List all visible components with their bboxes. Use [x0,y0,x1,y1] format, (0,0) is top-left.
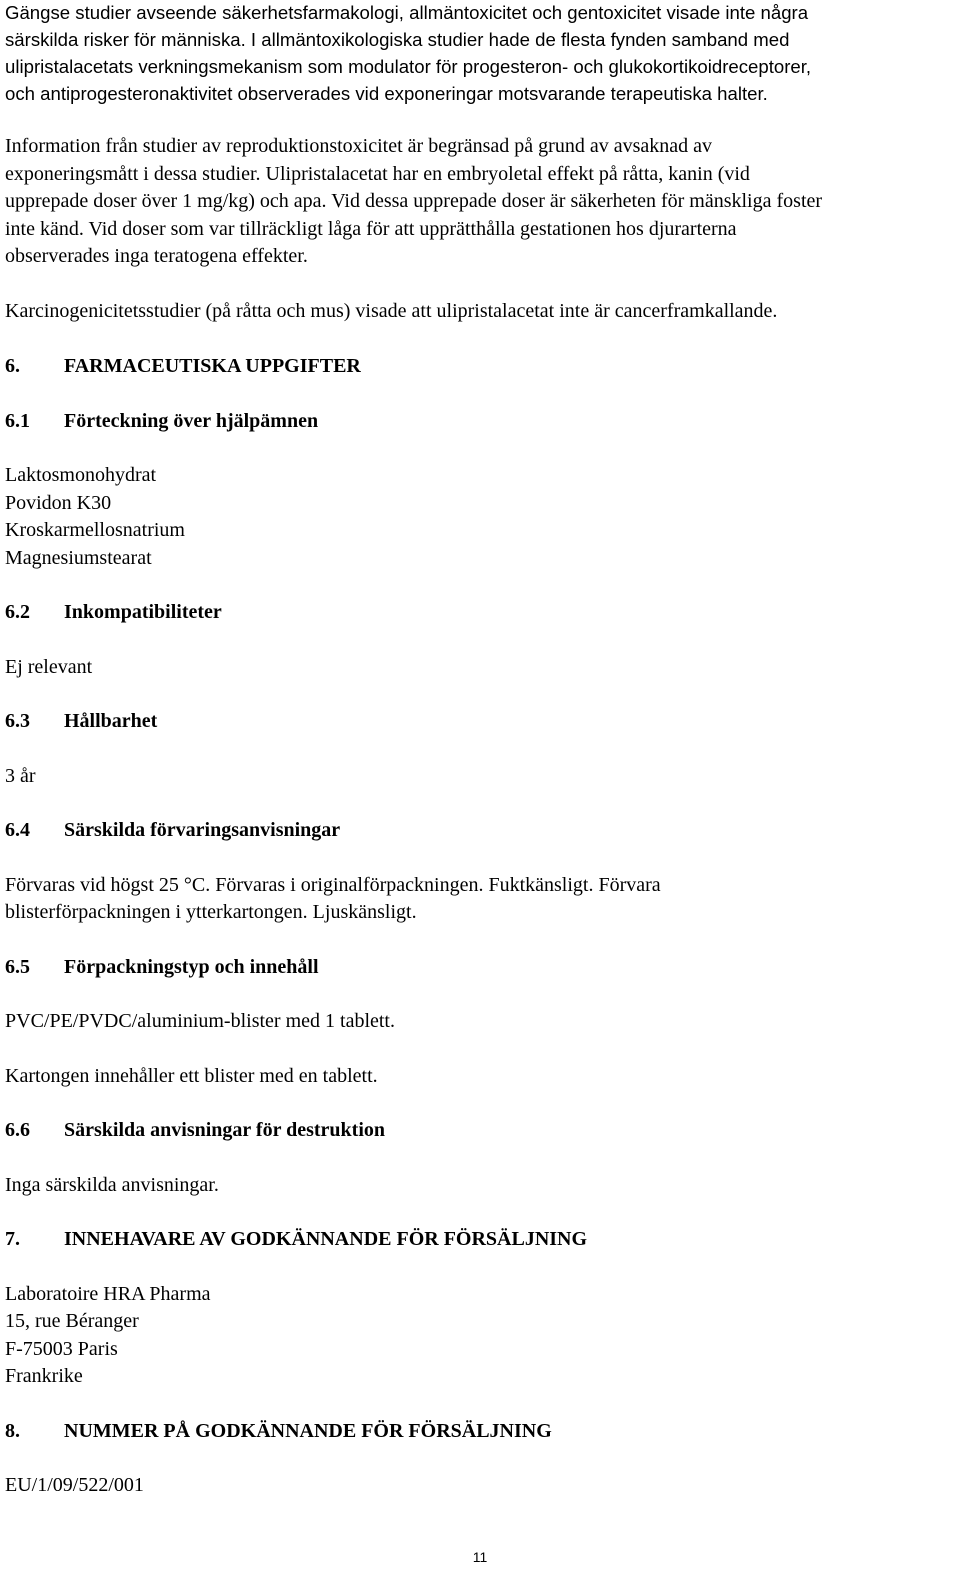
section-6-1-heading [5,408,957,436]
intro-line: Gängse studier avseende säkerhetsfarmakologi, allmäntoxicitet och gentoxicitet visade inte några [5,2,809,23]
section-number: 6.5 [5,955,30,978]
excipient-item: Kroskarmellosnatrium [5,519,185,541]
section-title: NUMMER PÅ GODKÄNNANDE FÖR FÖRSÄLJNING [64,1419,552,1442]
section-6-2-text: Ej relevant [5,655,93,678]
repro-line: inte känd. Vid doser som var tillräckligt låga för att upprätthålla gestationen hos djurarterna [5,217,737,240]
section-title: Förteckning över hjälpämnen [64,409,319,432]
section-title: Förpackningstyp och innehåll [64,955,319,978]
authorisation-number: EU/1/09/522/001 [5,1474,144,1496]
repro-line: Information från studier av reproduktionstoxicitet är begränsad på grund av avsaknad av [5,135,712,157]
section-6-6-heading [5,1117,957,1145]
section-number: 7. [5,1228,20,1250]
repro-line: upprepade doser över 1 mg/kg) och apa. Vid dessa upprepade doser är säkerheten för mänskliga foster [5,190,823,212]
storage-line: Förvaras vid högst 25 °C. Förvaras i originalförpackningen. Fuktkänsligt. Förvara [5,873,661,896]
intro-paragraph [5,0,957,107]
address-line: Frankrike [5,1365,83,1387]
holder-address [5,1281,957,1391]
repro-line: observerades inga teratogena effekter. [5,245,308,267]
document-page [5,0,957,1500]
section-title: Inkompatibiliteter [64,601,222,623]
address-line: 15, rue Béranger [5,1310,139,1332]
storage-line: blisterförpackningen i ytterkartongen. Ljuskänsligt. [5,901,417,923]
page-number: 11 [472,1549,488,1565]
section-title: Särskilda förvaringsanvisningar [64,819,341,841]
section-6-3-text: 3 år [5,764,36,787]
section-7-heading [5,1226,957,1254]
section-6-4-text [5,872,957,927]
section-title: Särskilda anvisningar för destruktion [64,1119,386,1141]
address-line: Laboratoire HRA Pharma [5,1282,211,1305]
section-6-3-heading [5,708,957,736]
excipient-list [5,462,957,572]
repro-line: exponeringsmått i dessa studier. Ulipristalacetat har en embryoletal effekt på råtta, kanin (vid [5,162,750,185]
excipient-item: Magnesiumstearat [5,546,152,569]
excipient-item: Povidon K30 [5,491,112,514]
section-6-5-text-1: PVC/PE/PVDC/aluminium-blister med 1 tablett. [5,1010,395,1032]
section-number: 6. [5,355,20,377]
intro-line: och antiprogesteronaktivitet observerades vid exponeringar motsvarande terapeutiska halter. [5,83,768,104]
section-number: 6.1 [5,409,30,432]
repro-paragraph [5,133,957,271]
intro-line: särskilda risker för människa. I allmäntoxikologiska studier hade de flesta fynden samband med [5,29,790,50]
section-6-2-heading [5,599,957,627]
section-title: Hållbarhet [64,710,158,732]
section-number: 6.4 [5,819,30,841]
section-title: INNEHAVARE AV GODKÄNNANDE FÖR FÖRSÄLJNING [64,1228,588,1250]
section-title: FARMACEUTISKA UPPGIFTER [64,355,361,377]
section-6-5-text-2: Kartongen innehåller ett blister med en tablett. [5,1064,378,1087]
section-number: 6.6 [5,1119,30,1141]
intro-line: ulipristalacetats verkningsmekanism som modulator för progesteron- och glukokortikoidreceptorer, [5,56,812,77]
section-6-6-text: Inga särskilda anvisningar. [5,1173,219,1196]
section-number: 8. [5,1419,20,1442]
carcino-paragraph: Karcinogenicitetsstudier (på råtta och mus) visade att ulipristalacetat inte är cancerframkallande. [5,299,778,322]
section-number: 6.3 [5,710,30,732]
section-6-4-heading [5,817,957,845]
section-8-heading [5,1418,957,1446]
section-number: 6.2 [5,601,30,623]
section-6-5-heading [5,954,957,982]
address-line: F-75003 Paris [5,1337,118,1360]
excipient-item: Laktosmonohydrat [5,464,157,486]
section-6-heading [5,353,957,381]
